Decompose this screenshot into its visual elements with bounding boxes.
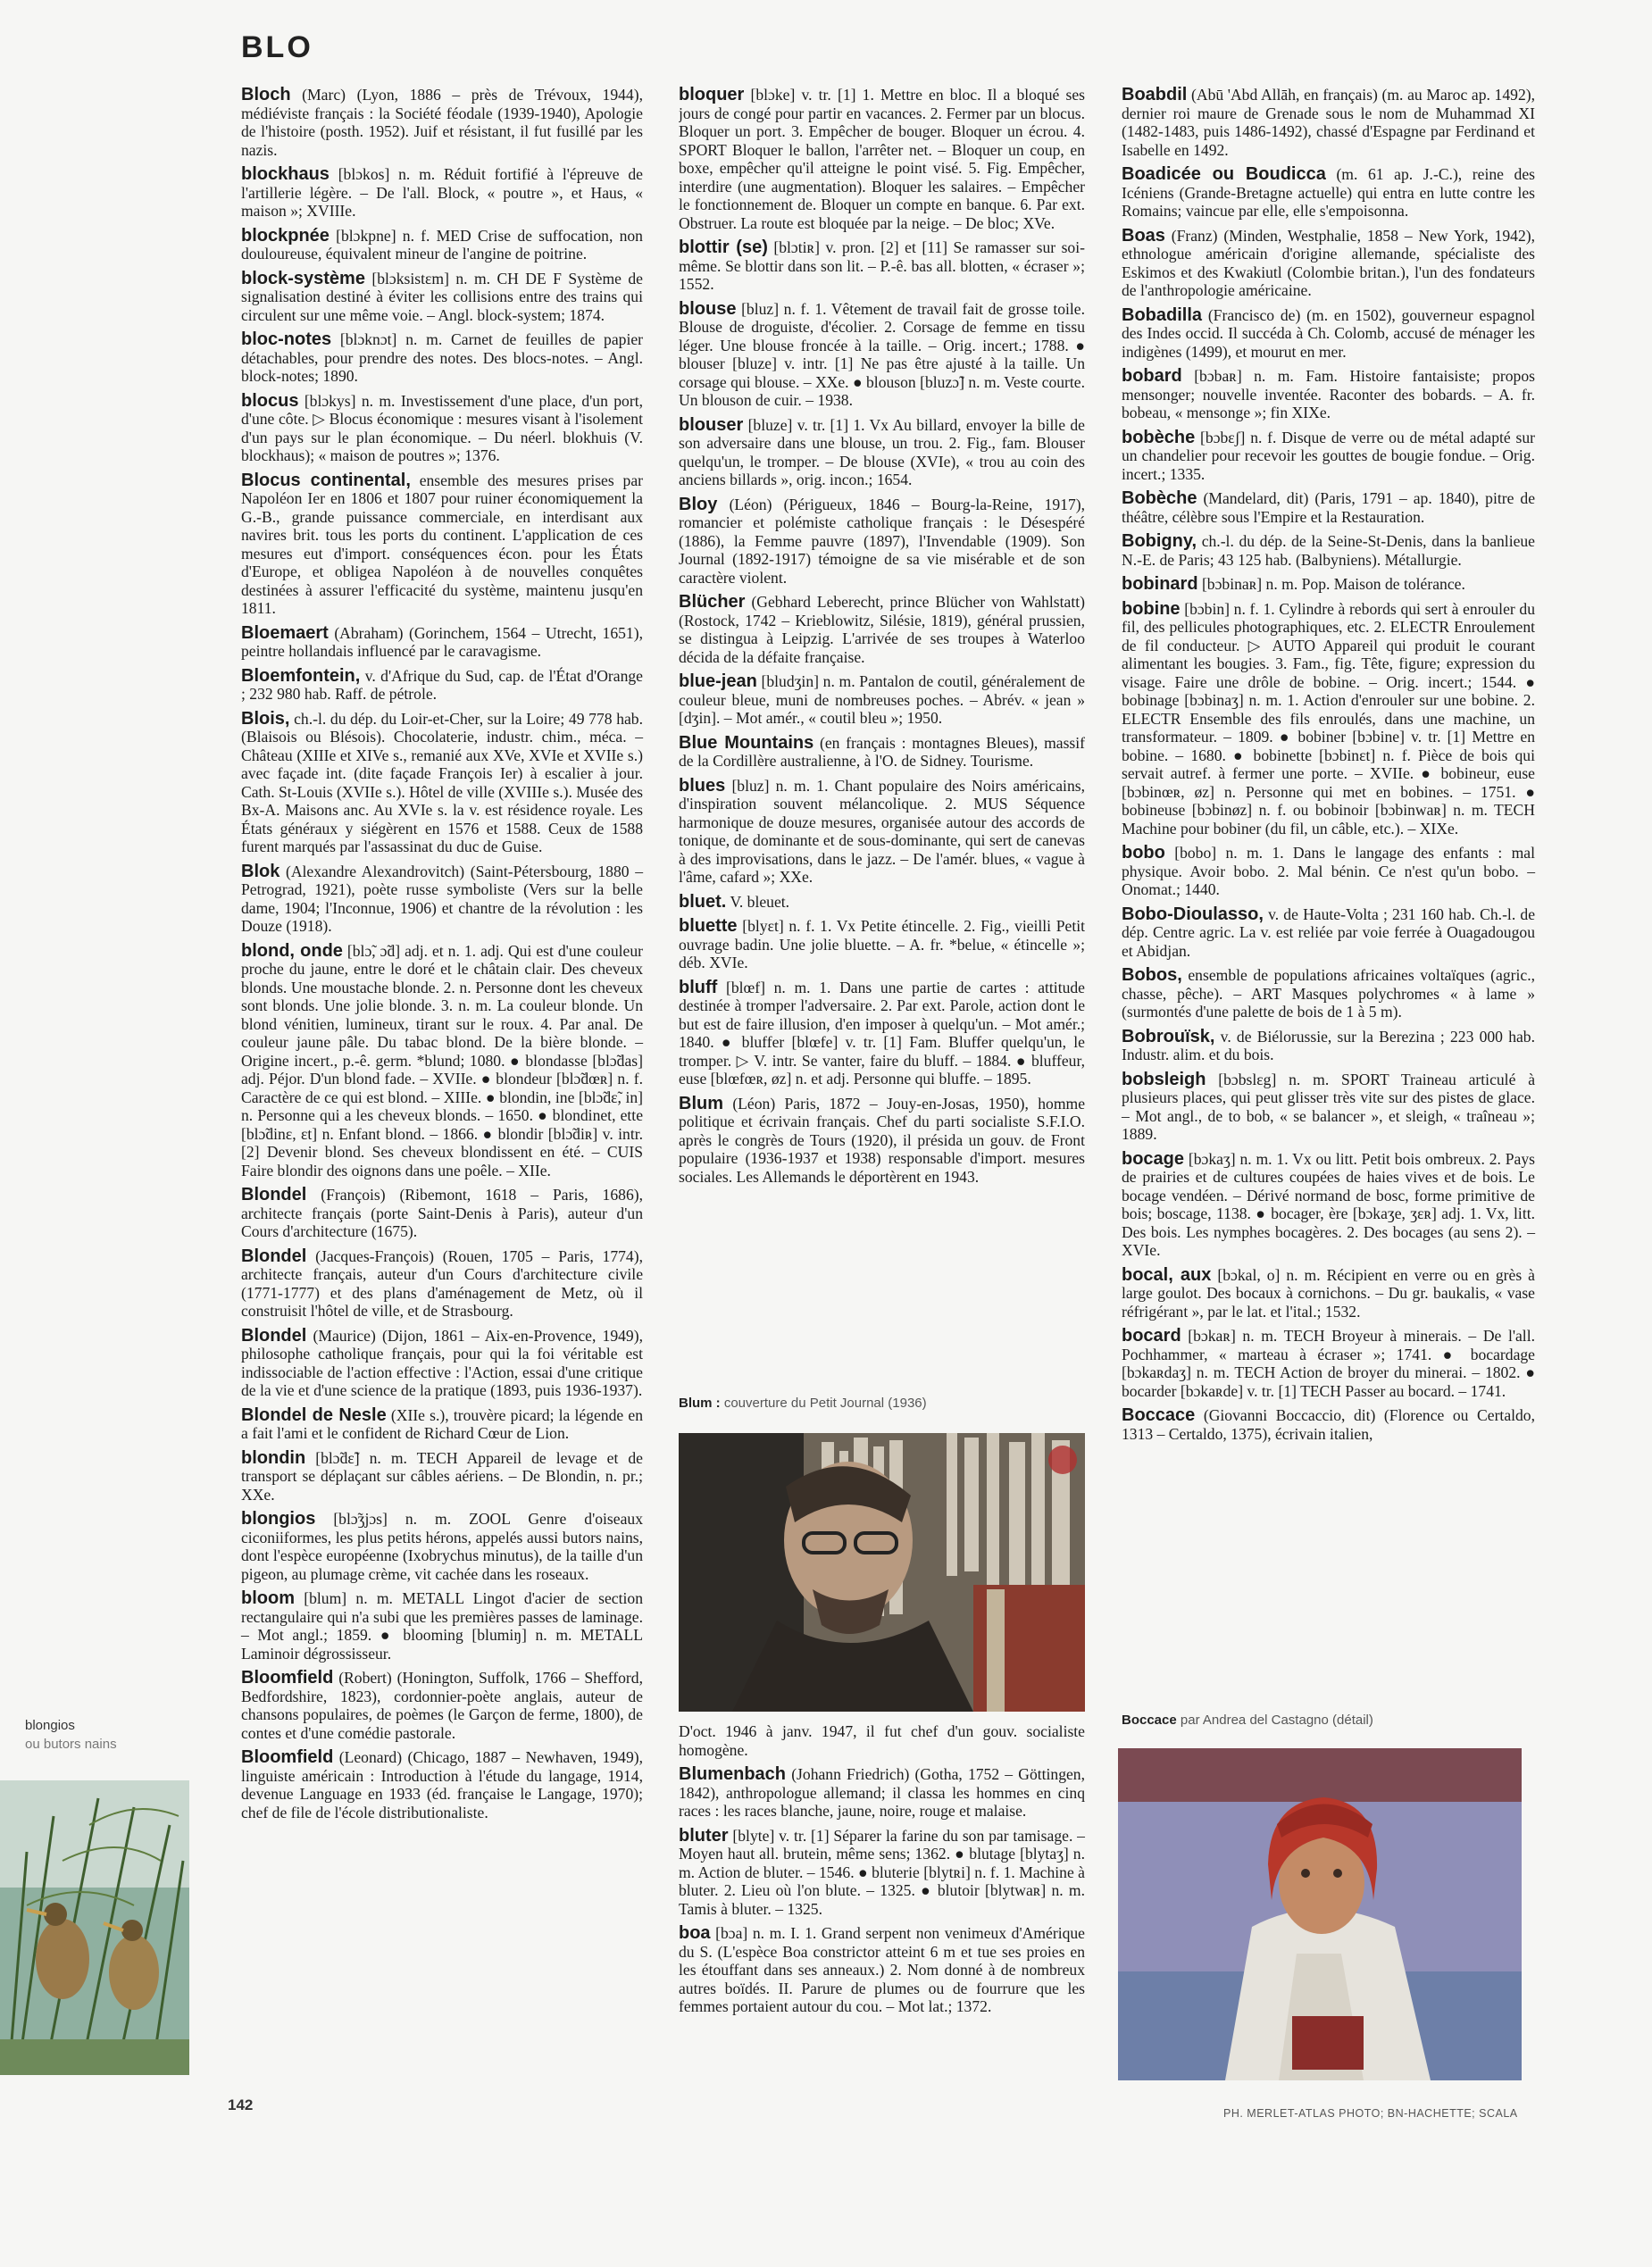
entry-headword: bobo bbox=[1122, 843, 1165, 863]
entry-definition: (Mandelard, dit) (Paris, 1791 – ap. 1840), pitre de théâtre, célèbre sous l'Empire et la Restauration. bbox=[1122, 489, 1536, 526]
dictionary-entry bbox=[1122, 1406, 1535, 1443]
entry-definition: [bɔbin] n. f. 1. Cylindre à rebords qui sert à enrouler du fil, des pellicules photographiques, etc. 2. ELECTR Enroulement de fil conducteur. ▷ AUTO Appareil qui produit le courant alimentant les bougies. 3. Fam., fig. Tête, figure; expression du visage. Faire une drôle de bobine. – Orig. incert.; 1544. ● bobinage [bɔbinaʒ] n. m. 1. Action d'enrouler sur une bobine. 2. ELECTR Ensemble des fils enroulés, dans une machine, un transformateur. – 1809. ● bobiner [bɔbine] v. tr. [1] Mettre en bobine. – 1680. ● bobinette [bɔbinɛt] n. f. Pièce de bois qui servait autref. à fermer une porte. – XVIIe. ● bobineur, euse [bɔbinœʀ, øz] n. Personne qui met en bobines. – 1751. ● bobineuse [bɔbinøz] n. f. ou bobinoir [bɔbinwaʀ] n. m. TECH Machine pour bobiner (du fil, un câble, etc.). – XIXe. bbox=[1122, 599, 1535, 838]
dictionary-entry bbox=[241, 392, 643, 465]
dictionary-entry bbox=[1122, 1327, 1535, 1400]
entry-definition: (Gebhard Leberecht, prince Blücher von Wahlstatt) (Rostock, 1742 – Krieblowitz, Silésie, 1819), général prussien, se distingua à Leipzig. L'arrivée de ses troupes à Waterloo décida de la défaite française. bbox=[679, 593, 1085, 666]
entry-definition: (XIIe s.), trouvère picard; la légende en a fait l'ami et le confident de Richard Cœur de Lion. bbox=[241, 1405, 643, 1442]
dictionary-entry bbox=[241, 1748, 643, 1821]
entry-definition: [blœf] n. m. 1. Dans une partie de cartes : attitude destinée à tromper l'adversaire. 2. Par ext. Parole, action dont le but est de faire illusion, d'en imposer à quelqu'un. – Mot amér.; 1840. ● bluffer [blœfe] v. tr. [1] Fam. Bluffer quelqu'un, le tromper. ▷ V. intr. Se vanter, faire du bluff. – 1884. ● bluffeur, euse [blœfœʀ, øz] n. et adj. Personne qui bluffe. – 1895. bbox=[679, 978, 1085, 1088]
dictionary-entry bbox=[1122, 844, 1535, 899]
entry-headword: bocal, aux bbox=[1122, 1264, 1212, 1285]
entry-definition: (Johann Friedrich) (Gotha, 1752 – Göttingen, 1842), anthropologue allemand; il classa les hommes en cinq races : les races blanche, jaune, noire, rouge et malaise. bbox=[679, 1765, 1085, 1820]
entry-headword: Bobèche bbox=[1122, 488, 1197, 508]
photo-credits: PH. MERLET-ATLAS PHOTO; BN-HACHETTE; SCALA bbox=[1223, 2107, 1518, 2120]
entry-headword: bobèche bbox=[1122, 427, 1196, 447]
entry-definition: [bluz] n. m. 1. Chant populaire des Noirs américains, d'inspiration souvent mélancolique. 2. MUS Séquence harmonique de douze mesures, organisée autour des accords de tonique, de dominante et de sous-dominante, qui sert de canevas à des improvisations, dans le jazz. – De l'amér. blues, « vague à l'âme, cafard »; XXe. bbox=[679, 776, 1085, 886]
entry-definition: [bɔbinaʀ] n. m. Pop. Maison de tolérance. bbox=[1201, 575, 1465, 593]
entry-definition: (Francisco de) (m. en 1502), gouverneur espagnol des Indes occid. Il succéda à Ch. Colomb, accusé de ménager les indigènes (1499), et mourut en mer. bbox=[1122, 305, 1536, 361]
dictionary-entry bbox=[1122, 306, 1535, 362]
entry-headword: Blue Mountains bbox=[679, 732, 814, 753]
dictionary-entry bbox=[241, 1510, 643, 1583]
entry-definition: (m. 61 ap. J.-C.), reine des Icéniens (Grande-Bretagne actuelle) qui entra en lutte contre les Romains; vaincue par elle, elle s'empoisonna. bbox=[1122, 165, 1535, 220]
blum-photo bbox=[679, 1433, 1085, 1712]
entry-definition: [bludʒin] n. m. Pantalon de coutil, généralement de couleur bleue, muni de nombreuses poches. – Abrév. « jean » [dʒin]. – Mot amér., « coutil bleu »; 1950. bbox=[679, 672, 1085, 727]
entry-definition: [bobo] n. m. 1. Dans le langage des enfants : mal physique. Avoir bobo. 2. Mal bénin. Ce n'est qu'un bobo. – Onomat.; 1440. bbox=[1122, 844, 1536, 898]
dictionary-entry bbox=[241, 1247, 643, 1321]
entry-headword: Boccace bbox=[1122, 1405, 1196, 1425]
dictionary-entry bbox=[241, 1589, 643, 1663]
entry-definition: [blɔ̃, ɔ̃d] adj. et n. 1. adj. Qui est d'une couleur proche du jaune, entre le doré et le châtain clair. Des cheveux blonds. Une moustache blonde. 2. n. Personne dont les cheveux sont blonds. Une jolie blonde. 3. n. m. La couleur blonde. Un blond vénitien, lumineux, tirant sur le roux. 4. Par anal. De couleur jaune pâle. Du tabac blond. De la bière blonde. – Origine incert., p.-ê. germ. *blund; 1080. ● blondasse [blɔ̃das] adj. Péjor. D'un blond fade. – XVIIe. ● blondeur [blɔ̃dœʀ] n. f. Caractère de ce qui est blond. – XIIIe. ● blondin, ine [blɔ̃dɛ̃, in] n. Personne qui a les cheveux blonds. – 1650. ● blondinet, ette [blɔ̃dinɛ, ɛt] n. Enfant blond. – 1866. ● blondir [blɔ̃diʀ] v. intr. [2] Devenir blond. Ses cheveux blondissent en été. – CUIS Faire blondir des oignons dans une poêle. – XIIe. bbox=[241, 941, 643, 1179]
boccace-painting bbox=[1118, 1748, 1522, 2080]
dictionary-entry bbox=[241, 86, 643, 159]
entry-definition: (François) (Ribemont, 1618 – Paris, 1686), architecte français (porte Saint-Denis à Paris), auteur d'un Cours d'architecture (1675). bbox=[241, 1186, 643, 1240]
dictionary-entry bbox=[679, 893, 1085, 912]
entry-headword: Bobo-Dioulasso, bbox=[1122, 904, 1264, 924]
entry-definition: [blɔkos] n. m. Réduit fortifié à l'épreuve de l'artillerie légère. – De l'all. Block, « poutre », et Haus, « maison »; XVIIIe. bbox=[241, 165, 643, 220]
entry-headword: Blondel bbox=[241, 1325, 307, 1346]
entry-headword: Bloomfield bbox=[241, 1668, 334, 1688]
entry-definition: [bɔbaʀ] n. m. Fam. Histoire fantaisiste; propos mensonger; nouvelle inventée. Raconter des bobards. – A. fr. bobeau, « mensonge »; fin XIXe. bbox=[1122, 367, 1535, 421]
blongios-caption-name: blongios bbox=[25, 1718, 75, 1733]
dictionary-entry bbox=[1122, 367, 1535, 422]
page-number: 142 bbox=[228, 2096, 254, 2113]
entry-headword: blouse bbox=[679, 298, 737, 319]
entry-headword: bloc-notes bbox=[241, 329, 332, 349]
entry-headword: Boabdil bbox=[1122, 85, 1188, 104]
entry-headword: blond, onde bbox=[241, 940, 343, 961]
dictionary-entry bbox=[679, 593, 1085, 666]
entry-definition: [bluz] n. f. 1. Vêtement de travail fait de grosse toile. Blouse de droguiste, d'écolier. 2. Corsage de femme en tissu léger. Une blouse froncée à la taille. – Orig. incert.; 1788. ● blouser [bluze] v. intr. [1] Ne pas être ajusté à la taille. Un corsage qui blouse. – XXe. ● blouson [bluzɔ̃] n. m. Veste courte. Un blouson de cuir. – 1938. bbox=[679, 299, 1085, 409]
entry-headword: Blondel bbox=[241, 1246, 307, 1266]
entry-definition: (Alexandre Alexandrovitch) (Saint-Pétersbourg, 1880 – Petrograd, 1921), poète russe symboliste (Vers sur la belle dame, 1904; l'Inconnue, 1906) et chantre de la révolution : les Douze (1918). bbox=[241, 862, 643, 935]
entry-headword: bluette bbox=[679, 916, 738, 936]
entry-headword: Blücher bbox=[679, 592, 746, 612]
entry-headword: blouser bbox=[679, 414, 744, 435]
entry-definition: ch.-l. du dép. du Loir-et-Cher, sur la Loire; 49 778 hab. (Blaisois ou Blésois). Chocolaterie, industr. chim., méca. – Château (XIIIe et XIVe s., remanié aux XVe, XVIe et XVIIe s.) avec façade int. (dite façade François Ier) à escalier à jour. Cath. St-Louis (XVIIe s.). Hôtel de ville (XVIIIe s.). Musée des Bx-A. Maisons anc. Au XVIe s. la v. est résidence royale. Les États généraux y siégèrent en 1576 et 1588. Ceux de 1588 furent marqués par l'assassinat du duc de Guise. bbox=[241, 709, 643, 855]
dictionary-entry bbox=[679, 496, 1085, 588]
entry-definition: [blyte] v. tr. [1] Séparer la farine du son par tamisage. – Moyen haut all. brutein, même sens; 1362. ● blutage [blytaʒ] n. m. Action de bluter. – 1546. ● bluterie [blytʀi] n. f. 1. Machine à bluter. 2. Lieu où l'on blute. – 1325. ● blutoir [blytwaʀ] n. m. Tamis à bluter. – 1325. bbox=[679, 1826, 1085, 1918]
entry-definition: [bluze] v. tr. [1] 1. Vx Au billard, envoyer la bille de son adversaire dans une blouse, un trou. 2. Fig., fam. Blouser quelqu'un, le tromper. – De blouse (XVIe), « trou au coin des anciens billards », orig. incon.; 1654. bbox=[679, 415, 1085, 488]
dictionary-entry bbox=[679, 1722, 1085, 1759]
dictionary-entry bbox=[241, 165, 643, 221]
dictionary-entry bbox=[241, 624, 643, 661]
dictionary-entry bbox=[679, 672, 1085, 728]
entry-definition: (Léon) Paris, 1872 – Jouy-en-Josas, 1950), homme politique et écrivain français. Chef du parti socialiste S.F.I.O. après le congrès de Tours (1920), il présida un gouv. de Front populaire (1936-1937 et 1938) responsable d'import. mesures sociales. Les Allemands le déportèrent en 1943. bbox=[679, 1094, 1085, 1186]
blongios-caption bbox=[25, 1718, 117, 1752]
entry-headword: bocard bbox=[1122, 1326, 1181, 1346]
dictionary-entry bbox=[679, 1924, 1085, 2016]
dictionary-entry bbox=[1122, 1150, 1535, 1260]
entry-definition: (Marc) (Lyon, 1886 – près de Trévoux, 1944), médiéviste français : la Société féodale (1939-1940), Apologie de l'histoire (posth. 1952). Juif et résistant, il fut fusillé par les nazis. bbox=[241, 86, 643, 159]
entry-headword: bluff bbox=[679, 977, 718, 997]
entry-headword: bobinard bbox=[1122, 574, 1198, 594]
dictionary-entry bbox=[679, 1095, 1085, 1187]
entry-headword: blongios bbox=[241, 1509, 316, 1529]
entry-definition: [bɔa] n. m. I. 1. Grand serpent non venimeux d'Amérique du S. (L'espèce Boa constrictor atteint 6 m et tue ses proies en les étouffant dans ses anneaux.) 2. Nom donné à de nombreux autres boïdés. II. Parure de plumes ou de fourrure que les femmes portaient autour du cou. – Mot lat.; 1372. bbox=[679, 1924, 1085, 2015]
dictionary-entry bbox=[679, 86, 1085, 232]
column-1 bbox=[241, 86, 643, 1828]
dictionary-entry bbox=[241, 942, 643, 1180]
entry-definition: [blɔ̃dɛ̃] n. m. TECH Appareil de levage et de transport se déplaçant sur câbles aériens. – De Blondin, n. pr.; XXe. bbox=[241, 1448, 643, 1504]
entry-definition: (Maurice) (Dijon, 1861 – Aix-en-Provence, 1949), philosophe catholique français, pour qui la foi véritable est indissociable de l'action effective : l'Action, essai d'une critique de la vie et d'une science de la pratique (1893, puis 1936-1937). bbox=[241, 1326, 643, 1399]
blum-caption bbox=[679, 1396, 1085, 1411]
entry-definition: (Jacques-François) (Rouen, 1705 – Paris, 1774), architecte français, auteur d'un Cours d'architecture civile (1771-1777) et des plans d'aménagement de Metz, où il construisit l'hôtel de ville, et de Strasbourg. bbox=[241, 1246, 643, 1320]
dictionary-entry bbox=[679, 1827, 1085, 1919]
dictionary-entry bbox=[679, 300, 1085, 410]
entry-headword: Bloemfontein, bbox=[241, 665, 361, 686]
entry-definition: ch.-l. du dép. de la Seine-St-Denis, dans la banlieue N.-E. de Paris; 43 125 hab. (Balbyniens). Métallurgie. bbox=[1122, 532, 1535, 569]
running-head: BLO bbox=[241, 30, 313, 64]
entry-headword: Blondel de Nesle bbox=[241, 1404, 387, 1425]
dictionary-entry bbox=[1122, 1028, 1535, 1064]
entry-headword: Blocus continental, bbox=[241, 470, 411, 490]
entry-headword: Boas bbox=[1122, 225, 1165, 246]
entry-definition: [blɔksistɛm] n. m. CH DE F Système de signalisation destiné à éviter les collisions entre des trains qui circulent sur une même voie. – Angl. block-system; 1874. bbox=[241, 269, 643, 324]
entry-headword: bocage bbox=[1122, 1148, 1185, 1169]
dictionary-entry bbox=[1122, 86, 1535, 159]
dictionary-entry bbox=[241, 330, 643, 386]
dictionary-entry bbox=[1122, 966, 1535, 1021]
boccace-caption bbox=[1122, 1713, 1535, 1728]
entry-headword: Bloy bbox=[679, 494, 718, 514]
entry-definition: [blɔke] v. tr. [1] 1. Mettre en bloc. Il a bloqué ses jours de congé pour partir en vacances. 2. Fermer par un blocus. Bloquer un port. 3. Empêcher de bouger. Bloquer un écrou. 4. SPORT Bloquer le ballon, l'arrêter net. – Bloquer un coup, en boxe, empêcher qu'il atteigne le point visé. 5. Fig. Empêcher, interdire (une augmentation). Bloquer les salaires. – Empêcher le fonctionnement de. Bloquer un compte en banque. 6. Par ext. Obstruer. La route est bloquée par la neige. – De bloc; XVe. bbox=[679, 86, 1085, 232]
column-2 bbox=[679, 86, 1085, 1389]
entry-headword: Boadicée ou Boudicca bbox=[1122, 164, 1326, 184]
entry-definition: V. bleuet. bbox=[730, 892, 790, 911]
entry-headword: block-système bbox=[241, 268, 365, 288]
entry-definition: [bɔkaʀ] n. m. TECH Broyeur à minerais. – De l'all. Pochhammer, « marteau à écraser »; 1741. ● bocardage [bɔkaʀdaʒ] n. m. TECH Action de broyer du minerai. – 1802. ● bocarder [bɔkaʀde] v. tr. [1] TECH Passer au bocard. – 1741. bbox=[1122, 1327, 1535, 1400]
dictionary-entry bbox=[241, 270, 643, 325]
entry-headword: blondin bbox=[241, 1447, 306, 1468]
dictionary-entry bbox=[241, 471, 643, 618]
entry-definition: [blyɛt] n. f. 1. Vx Petite étincelle. 2. Fig., vieilli Petit ouvrage badin. Une jolie bluette. – A. fr. *belue, « étincelle »; déb. XVIe. bbox=[679, 917, 1085, 971]
dictionary-entry bbox=[679, 979, 1085, 1088]
entry-headword: Bloemaert bbox=[241, 622, 329, 643]
boccace-caption-desc: par Andrea del Castagno (détail) bbox=[1180, 1713, 1373, 1728]
entry-definition: (Robert) (Honington, Suffolk, 1766 – Shefford, Bedfordshire, 1823), cordonnier-poète anglais, auteur de chansons populaires, de poèmes (le Garçon de ferme, 1800), de contes et d'une comédie pastorale. bbox=[241, 1669, 643, 1742]
entry-headword: Blumenbach bbox=[679, 1764, 787, 1784]
dictionary-entry bbox=[241, 667, 643, 704]
entry-definition: ensemble des mesures prises par Napoléon Ier en 1806 et 1807 pour ruiner économiquement la G.-B., grande puissance commerciale, en interdisant aux navires brit. tous les ports du continent. L'application de ces mesures eut d'import. conséquences écon. pour les États d'Europe, et obligea Napoléon à de nouvelles conquêtes destinées à assurer l'efficacité du système, maintenu jusqu'en 1811. bbox=[241, 471, 643, 617]
entry-headword: Bobigny, bbox=[1122, 531, 1197, 551]
boccace-caption-name: Boccace bbox=[1122, 1713, 1177, 1728]
dictionary-entry bbox=[241, 1406, 643, 1443]
dictionary-entry bbox=[241, 1449, 643, 1504]
entry-definition: [bɔkaʒ] n. m. 1. Vx ou litt. Petit bois ombreux. 2. Pays de prairies et de cultures coupées de haies vives et de bois. Le bocage vendéen. – Dérivé normand de bosc, forme primitive de bois; boscage, 1138. ● bocager, ère [bɔkaʒe, ʒɛʀ] adj. 1. Vx, litt. Des bois. Les nymphes bocagères. 2. Des bocages (au sens 2). – XVIe. bbox=[1122, 1149, 1535, 1259]
entry-headword: blue-jean bbox=[679, 671, 757, 691]
entry-headword: boa bbox=[679, 1923, 711, 1943]
entry-definition: (Giovanni Boccaccio, dit) (Florence ou Certaldo, 1313 – Certaldo, 1375), écrivain italien, bbox=[1122, 1406, 1536, 1443]
entry-headword: blues bbox=[679, 775, 726, 796]
dictionary-entry bbox=[679, 416, 1085, 489]
dictionary-entry bbox=[679, 1765, 1085, 1821]
entry-headword: bloquer bbox=[679, 86, 745, 104]
entry-definition: (Abū 'Abd Allāh, en français) (m. au Maroc ap. 1492), dernier roi maure de Grenade sous le nom de Muhammad XI (1482-1483, puis 1486-1492), chassé d'Espagne par Ferdinand et Isabelle en 1492. bbox=[1122, 86, 1535, 159]
dictionary-entry bbox=[241, 1327, 643, 1400]
blongios-photo bbox=[0, 1780, 189, 2075]
column-3 bbox=[1122, 86, 1535, 1449]
entry-headword: bobsleigh bbox=[1122, 1069, 1206, 1089]
dictionary-entry bbox=[1122, 227, 1535, 300]
blum-caption-desc: couverture du Petit Journal (1936) bbox=[723, 1396, 927, 1411]
entry-definition: (Franz) (Minden, Westphalie, 1858 – New York, 1942), ethnologue américain d'origine allemande, spécialiste des Eskimos et des Kwakiutl (Colombie britan.), l'un des fondateurs de l'anthropologie américaine. bbox=[1122, 226, 1535, 299]
column-2-continued bbox=[679, 1722, 1085, 2022]
entry-headword: Bloch bbox=[241, 85, 291, 104]
entry-headword: Bobadilla bbox=[1122, 304, 1203, 325]
entry-headword: bluter bbox=[679, 1825, 729, 1846]
dictionary-entry bbox=[1122, 1266, 1535, 1321]
entry-headword: Blum bbox=[679, 1093, 723, 1113]
entry-headword: Blois, bbox=[241, 708, 290, 729]
entry-definition: (Leonard) (Chicago, 1887 – Newhaven, 1949), linguiste américain : Introduction à l'étude du langage, 1914, devenue Language en 1933 (éd. française le Langage, 1970); chef de file de l'école distributionaliste. bbox=[241, 1748, 643, 1821]
entry-headword: bobard bbox=[1122, 366, 1182, 386]
dictionary-entry bbox=[241, 710, 643, 856]
entry-headword: blockpnée bbox=[241, 225, 330, 246]
entry-definition: (Abraham) (Gorinchem, 1564 – Utrecht, 1651), peintre hollandais influencé par le caravagisme. bbox=[241, 623, 643, 660]
entry-definition: D'oct. 1946 à janv. 1947, il fut chef d'un gouv. socialiste homogène. bbox=[679, 1722, 1085, 1759]
entry-headword: Blok bbox=[241, 861, 280, 881]
entry-definition: (en français : montagnes Bleues), massif de la Cordillère australienne, à l'O. de Sidney. Tourisme. bbox=[679, 733, 1085, 770]
dictionary-entry bbox=[1122, 429, 1535, 484]
entry-definition: (Léon) (Périgueux, 1846 – Bourg-la-Reine, 1917), romancier et polémiste catholique français : le Désespéré (1886), la Femme pauvre (1897), l'Invendable (1909). Son Journal (1892-1917) témoigne de sa vie misérable et de son caractère violent. bbox=[679, 495, 1085, 587]
blongios-caption-desc: ou butors nains bbox=[25, 1737, 117, 1752]
dictionary-entry bbox=[679, 238, 1085, 294]
entry-headword: bluet. bbox=[679, 891, 727, 912]
entry-definition: [bɔbslɛg] n. m. SPORT Traineau articulé à plusieurs places, qui peut glisser très vite sur des pistes de glace. – Mot angl., de to bob, « se balancer », et sleigh, « traîneau »; 1889. bbox=[1122, 1070, 1535, 1143]
dictionary-entry bbox=[241, 227, 643, 263]
entry-definition: [blɔtiʀ] v. pron. [2] et [11] Se ramasser sur soi-même. Se blottir dans son lit. – P.-ê. bas all. blotten, « écraser »; 1552. bbox=[679, 238, 1085, 293]
entry-definition: [blɔkpne] n. f. MED Crise de suffocation, non douloureuse, équivalent mineur de l'angine de poitrine. bbox=[241, 226, 643, 263]
entry-definition: v. de Biélorussie, sur la Berezina ; 223 000 hab. Industr. alim. et du bois. bbox=[1122, 1027, 1535, 1063]
dictionary-entry bbox=[1122, 489, 1535, 526]
entry-definition: [bɔbɛʃ] n. f. Disque de verre ou de métal adapté sur un chandelier pour recevoir les gouttes de bougie fondue. – Orig. incert.; 1335. bbox=[1122, 428, 1536, 483]
blum-caption-name: Blum : bbox=[679, 1396, 721, 1411]
entry-headword: blottir (se) bbox=[679, 238, 768, 257]
entry-headword: Blondel bbox=[241, 1185, 307, 1204]
entry-headword: blocus bbox=[241, 390, 299, 411]
dictionary-entry bbox=[1122, 600, 1535, 838]
dictionary-entry bbox=[241, 863, 643, 936]
entry-definition: [blɔ̃ʒjɔs] n. m. ZOOL Genre d'oiseaux ciconiiformes, les plus petits hérons, appelés aussi butors nains, dont l'espèce européenne (Ixobrychus minutus), de la taille d'un pigeon, au plumage crème, vit cachée dans les roseaux. bbox=[241, 1510, 643, 1583]
entry-headword: blockhaus bbox=[241, 164, 330, 184]
entry-headword: Bobos, bbox=[1122, 965, 1182, 985]
dictionary-entry bbox=[679, 917, 1085, 972]
dictionary-entry bbox=[1122, 1071, 1535, 1144]
dictionary-entry bbox=[1122, 165, 1535, 221]
dictionary-entry bbox=[241, 1186, 643, 1241]
entry-headword: Bobrouïsk, bbox=[1122, 1026, 1215, 1046]
entry-definition: [bɔkal, o] n. m. Récipient en verre ou en grès à large goulot. Des bocaux à cornichons. – Du gr. baukalis, « vase réfrigérant », par le lat. et l'ital.; 1532. bbox=[1122, 1265, 1535, 1321]
entry-definition: ensemble de populations africaines voltaïques (agric., chasse, pêche). – ART Masques polychromes « à lame » (surmontés d'une palette de bois de 1 à 5 m). bbox=[1122, 966, 1535, 1021]
entry-definition: [blum] n. m. METALL Lingot d'acier de section rectangulaire qui n'a subi que les premières passes de laminage. – Mot angl.; 1859. ● blooming [blumiŋ] n. m. METALL Laminoir dégrossisseur. bbox=[241, 1589, 643, 1663]
dictionary-entry bbox=[1122, 905, 1535, 961]
dictionary-entry bbox=[1122, 532, 1535, 569]
entry-definition: v. de Haute-Volta ; 231 160 hab. Ch.-l. de dép. Centre agric. La v. est reliée par voie ferrée à Ouagadougou et Abidjan. bbox=[1122, 904, 1535, 960]
entry-definition: v. d'Afrique du Sud, cap. de l'État d'Orange ; 232 980 hab. Raff. de pétrole. bbox=[241, 666, 643, 703]
dictionary-entry bbox=[1122, 575, 1535, 594]
dictionary-entry bbox=[679, 777, 1085, 887]
entry-headword: bobine bbox=[1122, 598, 1181, 619]
entry-headword: Bloomfield bbox=[241, 1747, 334, 1767]
entry-headword: bloom bbox=[241, 1588, 295, 1608]
dictionary-entry bbox=[679, 734, 1085, 771]
entry-definition: [blɔknɔt] n. m. Carnet de feuilles de papier détachables, pour prendre des notes. Des blocs-notes. – Angl. block-notes; 1890. bbox=[241, 330, 643, 385]
entry-definition: [blɔkys] n. m. Investissement d'une place, d'un port, d'une côte. ▷ Blocus économique : mesures visant à l'isolement d'un pays sur le plan économique. – Du néerl. blokhuis (V. blockhaus); « maison de poutres »; 1376. bbox=[241, 391, 643, 464]
dictionary-entry bbox=[241, 1669, 643, 1742]
